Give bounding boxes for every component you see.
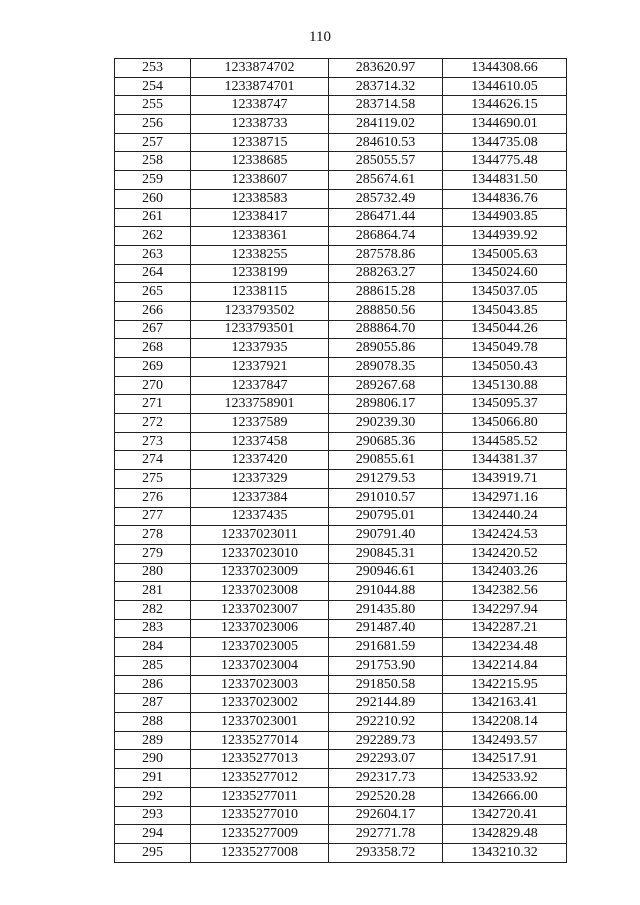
y-coordinate-cell: 1342424.53 [443, 526, 567, 545]
table-row [115, 395, 567, 414]
point-code-cell: 12337023006 [191, 619, 329, 638]
x-coordinate-cell: 283714.58 [329, 96, 443, 115]
point-code-cell: 12337458 [191, 432, 329, 451]
point-code-cell: 12335277009 [191, 825, 329, 844]
table-row [115, 264, 567, 283]
y-coordinate-cell: 1344308.66 [443, 59, 567, 78]
table-row [115, 77, 567, 96]
x-coordinate-cell: 286471.44 [329, 208, 443, 227]
point-code-cell: 12338115 [191, 283, 329, 302]
coordinates-table [114, 58, 567, 863]
table-row [115, 843, 567, 862]
point-number-cell: 267 [115, 320, 191, 339]
point-number-cell: 277 [115, 507, 191, 526]
y-coordinate-cell: 1344610.05 [443, 77, 567, 96]
point-number-cell: 292 [115, 787, 191, 806]
point-number-cell: 294 [115, 825, 191, 844]
table-row [115, 619, 567, 638]
y-coordinate-cell: 1344690.01 [443, 115, 567, 134]
point-number-cell: 263 [115, 245, 191, 264]
table-row [115, 488, 567, 507]
table-row [115, 507, 567, 526]
x-coordinate-cell: 289806.17 [329, 395, 443, 414]
point-code-cell: 12338361 [191, 227, 329, 246]
x-coordinate-cell: 291010.57 [329, 488, 443, 507]
point-number-cell: 288 [115, 713, 191, 732]
point-code-cell: 12337384 [191, 488, 329, 507]
point-number-cell: 283 [115, 619, 191, 638]
y-coordinate-cell: 1342234.48 [443, 638, 567, 657]
table-row [115, 582, 567, 601]
table-row [115, 563, 567, 582]
point-code-cell: 1233874702 [191, 59, 329, 78]
table-row [115, 358, 567, 377]
table-row [115, 544, 567, 563]
table-row [115, 115, 567, 134]
point-number-cell: 271 [115, 395, 191, 414]
point-number-cell: 295 [115, 843, 191, 862]
point-code-cell: 12338417 [191, 208, 329, 227]
x-coordinate-cell: 284119.02 [329, 115, 443, 134]
y-coordinate-cell: 1345066.80 [443, 414, 567, 433]
x-coordinate-cell: 293358.72 [329, 843, 443, 862]
y-coordinate-cell: 1342720.41 [443, 806, 567, 825]
point-number-cell: 286 [115, 675, 191, 694]
table-row [115, 245, 567, 264]
point-code-cell: 12337023008 [191, 582, 329, 601]
point-code-cell: 12337023002 [191, 694, 329, 713]
point-code-cell: 12338255 [191, 245, 329, 264]
point-number-cell: 270 [115, 376, 191, 395]
point-number-cell: 262 [115, 227, 191, 246]
point-code-cell: 12338733 [191, 115, 329, 134]
y-coordinate-cell: 1345050.43 [443, 358, 567, 377]
x-coordinate-cell: 290239.30 [329, 414, 443, 433]
x-coordinate-cell: 285674.61 [329, 171, 443, 190]
point-number-cell: 279 [115, 544, 191, 563]
point-number-cell: 274 [115, 451, 191, 470]
y-coordinate-cell: 1342382.56 [443, 582, 567, 601]
table-row [115, 133, 567, 152]
table-row [115, 787, 567, 806]
table-row [115, 657, 567, 676]
point-number-cell: 258 [115, 152, 191, 171]
table-row [115, 320, 567, 339]
point-code-cell: 12337023007 [191, 600, 329, 619]
point-code-cell: 12337589 [191, 414, 329, 433]
y-coordinate-cell: 1342215.95 [443, 675, 567, 694]
y-coordinate-cell: 1345024.60 [443, 264, 567, 283]
point-code-cell: 12337435 [191, 507, 329, 526]
point-number-cell: 254 [115, 77, 191, 96]
point-code-cell: 1233793502 [191, 301, 329, 320]
point-code-cell: 12337847 [191, 376, 329, 395]
point-code-cell: 1233874701 [191, 77, 329, 96]
table-row [115, 339, 567, 358]
table-row [115, 376, 567, 395]
x-coordinate-cell: 292604.17 [329, 806, 443, 825]
table-row [115, 675, 567, 694]
x-coordinate-cell: 288615.28 [329, 283, 443, 302]
x-coordinate-cell: 292293.07 [329, 750, 443, 769]
y-coordinate-cell: 1342420.52 [443, 544, 567, 563]
y-coordinate-cell: 1342287.21 [443, 619, 567, 638]
point-code-cell: 12338199 [191, 264, 329, 283]
table-row [115, 600, 567, 619]
y-coordinate-cell: 1342163.41 [443, 694, 567, 713]
x-coordinate-cell: 290946.61 [329, 563, 443, 582]
x-coordinate-cell: 290795.01 [329, 507, 443, 526]
x-coordinate-cell: 289267.68 [329, 376, 443, 395]
point-code-cell: 12338685 [191, 152, 329, 171]
point-code-cell: 12335277011 [191, 787, 329, 806]
point-number-cell: 285 [115, 657, 191, 676]
x-coordinate-cell: 288864.70 [329, 320, 443, 339]
point-number-cell: 284 [115, 638, 191, 657]
table-row [115, 189, 567, 208]
point-code-cell: 12337023010 [191, 544, 329, 563]
table-row [115, 59, 567, 78]
x-coordinate-cell: 291850.58 [329, 675, 443, 694]
y-coordinate-cell: 1342666.00 [443, 787, 567, 806]
point-code-cell: 12337023011 [191, 526, 329, 545]
x-coordinate-cell: 292289.73 [329, 731, 443, 750]
y-coordinate-cell: 1343919.71 [443, 470, 567, 489]
point-code-cell: 1233793501 [191, 320, 329, 339]
y-coordinate-cell: 1344836.76 [443, 189, 567, 208]
point-code-cell: 12337921 [191, 358, 329, 377]
y-coordinate-cell: 1345037.05 [443, 283, 567, 302]
x-coordinate-cell: 290855.61 [329, 451, 443, 470]
table-row [115, 171, 567, 190]
point-code-cell: 1233758901 [191, 395, 329, 414]
y-coordinate-cell: 1345005.63 [443, 245, 567, 264]
table-row [115, 713, 567, 732]
point-code-cell: 12335277008 [191, 843, 329, 862]
table-row [115, 638, 567, 657]
x-coordinate-cell: 290685.36 [329, 432, 443, 451]
x-coordinate-cell: 283620.97 [329, 59, 443, 78]
y-coordinate-cell: 1342297.94 [443, 600, 567, 619]
x-coordinate-cell: 288850.56 [329, 301, 443, 320]
table-row [115, 152, 567, 171]
point-code-cell: 12338583 [191, 189, 329, 208]
table-row [115, 451, 567, 470]
point-code-cell: 12337329 [191, 470, 329, 489]
point-number-cell: 260 [115, 189, 191, 208]
point-number-cell: 287 [115, 694, 191, 713]
point-number-cell: 289 [115, 731, 191, 750]
point-code-cell: 12335277013 [191, 750, 329, 769]
point-code-cell: 12335277012 [191, 769, 329, 788]
point-number-cell: 275 [115, 470, 191, 489]
x-coordinate-cell: 292210.92 [329, 713, 443, 732]
point-number-cell: 272 [115, 414, 191, 433]
table-row [115, 227, 567, 246]
y-coordinate-cell: 1343210.32 [443, 843, 567, 862]
x-coordinate-cell: 291753.90 [329, 657, 443, 676]
table-row [115, 750, 567, 769]
point-number-cell: 255 [115, 96, 191, 115]
table-row [115, 806, 567, 825]
x-coordinate-cell: 286864.74 [329, 227, 443, 246]
x-coordinate-cell: 284610.53 [329, 133, 443, 152]
point-number-cell: 257 [115, 133, 191, 152]
y-coordinate-cell: 1342214.84 [443, 657, 567, 676]
point-number-cell: 280 [115, 563, 191, 582]
x-coordinate-cell: 288263.27 [329, 264, 443, 283]
point-number-cell: 259 [115, 171, 191, 190]
table-row [115, 96, 567, 115]
point-code-cell: 12338715 [191, 133, 329, 152]
table-row [115, 301, 567, 320]
point-number-cell: 269 [115, 358, 191, 377]
point-code-cell: 12337935 [191, 339, 329, 358]
point-number-cell: 256 [115, 115, 191, 134]
point-number-cell: 253 [115, 59, 191, 78]
point-code-cell: 12335277014 [191, 731, 329, 750]
point-number-cell: 290 [115, 750, 191, 769]
x-coordinate-cell: 292317.73 [329, 769, 443, 788]
table-row [115, 414, 567, 433]
y-coordinate-cell: 1342208.14 [443, 713, 567, 732]
point-number-cell: 276 [115, 488, 191, 507]
point-number-cell: 293 [115, 806, 191, 825]
point-code-cell: 12337023001 [191, 713, 329, 732]
y-coordinate-cell: 1344775.48 [443, 152, 567, 171]
table-row [115, 432, 567, 451]
y-coordinate-cell: 1345130.88 [443, 376, 567, 395]
point-code-cell: 12337023003 [191, 675, 329, 694]
y-coordinate-cell: 1344381.37 [443, 451, 567, 470]
y-coordinate-cell: 1342403.26 [443, 563, 567, 582]
point-number-cell: 278 [115, 526, 191, 545]
coordinates-table-body [115, 59, 567, 863]
table-row [115, 470, 567, 489]
point-code-cell: 12337023005 [191, 638, 329, 657]
x-coordinate-cell: 285055.57 [329, 152, 443, 171]
y-coordinate-cell: 1344831.50 [443, 171, 567, 190]
table-row [115, 694, 567, 713]
y-coordinate-cell: 1345095.37 [443, 395, 567, 414]
x-coordinate-cell: 289055.86 [329, 339, 443, 358]
point-number-cell: 261 [115, 208, 191, 227]
y-coordinate-cell: 1342533.92 [443, 769, 567, 788]
x-coordinate-cell: 291044.88 [329, 582, 443, 601]
x-coordinate-cell: 283714.32 [329, 77, 443, 96]
x-coordinate-cell: 292771.78 [329, 825, 443, 844]
point-code-cell: 12338607 [191, 171, 329, 190]
x-coordinate-cell: 290791.40 [329, 526, 443, 545]
x-coordinate-cell: 292144.89 [329, 694, 443, 713]
point-number-cell: 264 [115, 264, 191, 283]
point-number-cell: 291 [115, 769, 191, 788]
x-coordinate-cell: 292520.28 [329, 787, 443, 806]
y-coordinate-cell: 1342517.91 [443, 750, 567, 769]
y-coordinate-cell: 1345049.78 [443, 339, 567, 358]
point-number-cell: 273 [115, 432, 191, 451]
y-coordinate-cell: 1344735.08 [443, 133, 567, 152]
point-code-cell: 12335277010 [191, 806, 329, 825]
point-number-cell: 281 [115, 582, 191, 601]
page-number: 110 [309, 29, 331, 45]
y-coordinate-cell: 1345043.85 [443, 301, 567, 320]
y-coordinate-cell: 1342829.48 [443, 825, 567, 844]
y-coordinate-cell: 1342493.57 [443, 731, 567, 750]
table-row [115, 208, 567, 227]
point-code-cell: 12337420 [191, 451, 329, 470]
point-code-cell: 12338747 [191, 96, 329, 115]
table-row [115, 731, 567, 750]
x-coordinate-cell: 291279.53 [329, 470, 443, 489]
x-coordinate-cell: 289078.35 [329, 358, 443, 377]
point-number-cell: 266 [115, 301, 191, 320]
point-number-cell: 282 [115, 600, 191, 619]
point-number-cell: 265 [115, 283, 191, 302]
table-row [115, 825, 567, 844]
x-coordinate-cell: 291487.40 [329, 619, 443, 638]
x-coordinate-cell: 287578.86 [329, 245, 443, 264]
x-coordinate-cell: 285732.49 [329, 189, 443, 208]
y-coordinate-cell: 1342971.16 [443, 488, 567, 507]
y-coordinate-cell: 1344939.92 [443, 227, 567, 246]
point-code-cell: 12337023004 [191, 657, 329, 676]
y-coordinate-cell: 1344626.15 [443, 96, 567, 115]
table-row [115, 526, 567, 545]
y-coordinate-cell: 1342440.24 [443, 507, 567, 526]
y-coordinate-cell: 1344585.52 [443, 432, 567, 451]
table-row [115, 283, 567, 302]
table-row [115, 769, 567, 788]
point-code-cell: 12337023009 [191, 563, 329, 582]
x-coordinate-cell: 291681.59 [329, 638, 443, 657]
x-coordinate-cell: 291435.80 [329, 600, 443, 619]
point-number-cell: 268 [115, 339, 191, 358]
y-coordinate-cell: 1344903.85 [443, 208, 567, 227]
y-coordinate-cell: 1345044.26 [443, 320, 567, 339]
x-coordinate-cell: 290845.31 [329, 544, 443, 563]
